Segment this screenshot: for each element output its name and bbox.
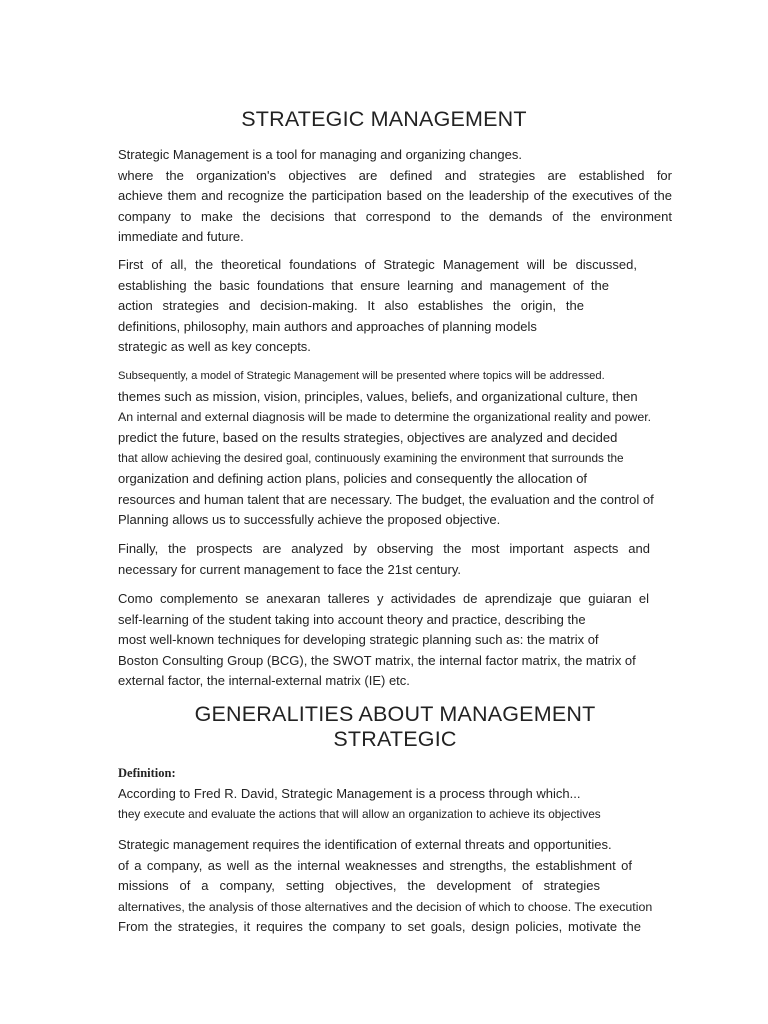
paragraph-line: themes such as mission, vision, principles, values, beliefs, and organizational culture, then <box>118 388 638 404</box>
intro-paragraph <box>118 145 672 248</box>
section-title-line: GENERALITIES ABOUT MANAGEMENT <box>194 702 596 726</box>
document-title: STRATEGIC MANAGEMENT <box>241 107 527 131</box>
paragraph-line: company to make the decisions that correspond to the demands of the environment <box>118 208 672 224</box>
paragraph-line: immediate and future. <box>118 229 244 245</box>
paragraph-line: First of all, the theoretical foundations of Strategic Management will be discussed, <box>118 257 637 272</box>
paragraph-line: external factor, the internal-external matrix (IE) etc. <box>118 673 410 689</box>
paragraph-line: An internal and external diagnosis will be made to determine the organizational reality and power. <box>118 410 652 425</box>
paragraph-line: Boston Consulting Group (BCG), the SWOT matrix, the internal factor matrix, the matrix of <box>118 652 636 668</box>
paragraph-line: From the strategies, it requires the company to set goals, design policies, motivate the <box>118 919 641 935</box>
definition-label: Definition: <box>118 766 176 780</box>
paragraph-line: Planning allows us to successfully achieve the proposed objective. <box>118 512 501 528</box>
definition-block <box>118 763 672 825</box>
paragraph-line: Strategic management requires the identification of external threats and opportunities. <box>118 837 612 852</box>
paragraph-line: According to Fred R. David, Strategic Management is a process through which... <box>118 785 581 801</box>
subsequently-paragraph <box>118 366 672 531</box>
paragraph-line: establishing the basic foundations that ensure learning and management of the <box>118 277 609 293</box>
paragraph-line: that allow achieving the desired goal, continuously examining the environment that surrounds the <box>118 451 624 466</box>
paragraph-line: Finally, the prospects are analyzed by observing the most important aspects and <box>118 541 650 556</box>
paragraph-line: Strategic Management is a tool for managing and organizing changes. <box>118 147 522 162</box>
paragraph-line: resources and human talent that are necessary. The budget, the evaluation and the control of <box>118 491 654 507</box>
paragraph-line: alternatives, the analysis of those alternatives and the decision of which to choose. The execution <box>118 899 653 914</box>
finally-paragraph <box>118 539 672 580</box>
paragraph-line: achieve them and recognize the participation based on the leadership of the executives of the <box>118 188 672 204</box>
paragraph-line: self-learning of the student taking into account theory and practice, describing the <box>118 611 586 627</box>
paragraph-line: definitions, philosophy, main authors and approaches of planning models <box>118 318 537 334</box>
paragraph-line: of a company, as well as the internal weaknesses and strengths, the establishment of <box>118 857 632 873</box>
paragraph-line: Subsequently, a model of Strategic Management will be presented where topics will be addressed. <box>118 370 605 382</box>
requires-paragraph <box>118 835 672 938</box>
paragraph-line: most well-known techniques for developing strategic planning such as: the matrix of <box>118 632 599 648</box>
first-of-all-paragraph <box>118 255 672 358</box>
paragraph-line: they execute and evaluate the actions that will allow an organization to achieve its objectives <box>118 807 601 822</box>
paragraph-line: missions of a company, setting objectives, the development of strategies <box>118 878 600 894</box>
paragraph-line: predict the future, based on the results strategies, objectives are analyzed and decided <box>118 429 618 445</box>
paragraph-line: organization and defining action plans, policies and consequently the allocation of <box>118 470 588 486</box>
section-title <box>22 702 768 752</box>
paragraph-line: action strategies and decision-making. It also establishes the origin, the <box>118 298 584 314</box>
paragraph-line: Como complemento se anexaran talleres y actividades de aprendizaje que guiaran el <box>118 591 649 606</box>
como-paragraph <box>118 589 672 692</box>
paragraph-line: where the organization's objectives are defined and strategies are established for <box>118 167 672 183</box>
section-title-line: STRATEGIC <box>333 727 457 751</box>
paragraph-line: necessary for current management to face the 21st century. <box>118 561 461 577</box>
paragraph-line: strategic as well as key concepts. <box>118 339 311 355</box>
